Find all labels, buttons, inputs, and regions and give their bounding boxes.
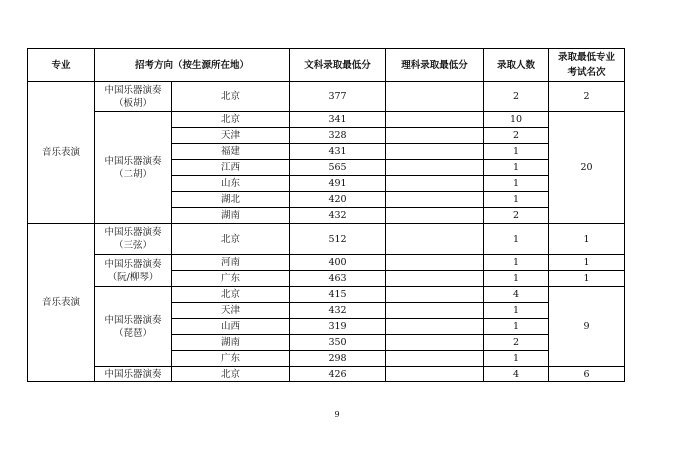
- arts-score-cell: 463: [290, 271, 386, 287]
- science-score-cell: [386, 208, 484, 224]
- region-cell: 湖南: [172, 208, 290, 224]
- arts-score-cell: 298: [290, 351, 386, 367]
- admitted-count-cell: 10: [484, 112, 549, 128]
- arts-score-cell: 431: [290, 144, 386, 160]
- science-score-cell: [386, 112, 484, 128]
- direction-cell: [95, 82, 172, 112]
- science-score-cell: [386, 176, 484, 192]
- arts-score-cell: 512: [290, 224, 386, 255]
- direction-line1: 中国乐器演奏: [104, 368, 162, 380]
- arts-score-cell: 491: [290, 176, 386, 192]
- direction-cell: [95, 367, 172, 382]
- science-score-cell: [386, 192, 484, 208]
- header-admitted: 录取人数: [484, 49, 549, 82]
- admitted-count-cell: 4: [484, 367, 549, 382]
- admitted-count-cell: 1: [484, 271, 549, 287]
- region-cell: 山东: [172, 176, 290, 192]
- region-cell: 北京: [172, 82, 290, 112]
- admission-scores-table: [27, 48, 625, 382]
- region-cell: 广东: [172, 271, 290, 287]
- page-number: 9: [334, 410, 340, 419]
- direction-cell: [95, 287, 172, 367]
- science-score-cell: [386, 287, 484, 303]
- science-score-cell: [386, 271, 484, 287]
- arts-score-cell: 341: [290, 112, 386, 128]
- region-cell: 山西: [172, 319, 290, 335]
- region-cell: 湖南: [172, 335, 290, 351]
- arts-score-cell: 319: [290, 319, 386, 335]
- direction-line2: （三弦）: [113, 240, 152, 251]
- rank-cell: 6: [549, 367, 625, 382]
- region-cell: 北京: [172, 367, 290, 382]
- arts-score-cell: 350: [290, 335, 386, 351]
- rank-cell: 20: [549, 112, 625, 224]
- admitted-count-cell: 1: [484, 303, 549, 319]
- direction-line1: 中国乐器演奏: [104, 314, 162, 326]
- admitted-count-cell: 1: [484, 160, 549, 176]
- header-major: 专业: [28, 49, 95, 82]
- admitted-count-cell: 2: [484, 208, 549, 224]
- arts-score-cell: 377: [290, 82, 386, 112]
- arts-score-cell: 565: [290, 160, 386, 176]
- header-science-min: 理科录取最低分: [386, 49, 484, 82]
- header-rank-line2: 考试名次: [567, 67, 606, 78]
- science-score-cell: [386, 319, 484, 335]
- region-cell: 天津: [172, 128, 290, 144]
- direction-cell: [95, 112, 172, 224]
- rank-cell: 9: [549, 287, 625, 367]
- direction-line1: 中国乐器演奏: [104, 227, 162, 238]
- science-score-cell: [386, 82, 484, 112]
- arts-score-cell: 426: [290, 367, 386, 382]
- header-direction: 招考方向（按生源所在地）: [95, 49, 290, 82]
- rank-cell: 1: [549, 224, 625, 255]
- rank-cell: 2: [549, 82, 625, 112]
- region-cell: 福建: [172, 144, 290, 160]
- rank-cell: 1: [549, 255, 625, 271]
- science-score-cell: [386, 224, 484, 255]
- arts-score-cell: 328: [290, 128, 386, 144]
- arts-score-cell: 432: [290, 208, 386, 224]
- region-cell: 北京: [172, 287, 290, 303]
- table-row: [28, 82, 625, 112]
- rank-cell: 1: [549, 271, 625, 287]
- direction-line2: （琵琶）: [113, 327, 152, 339]
- science-score-cell: [386, 160, 484, 176]
- region-cell: 北京: [172, 224, 290, 255]
- direction-cell: [95, 224, 172, 255]
- admitted-count-cell: 1: [484, 192, 549, 208]
- region-cell: 天津: [172, 303, 290, 319]
- admitted-count-cell: 1: [484, 224, 549, 255]
- table-row: [28, 224, 625, 255]
- admitted-count-cell: 1: [484, 319, 549, 335]
- direction-line1: 中国乐器演奏: [104, 258, 162, 270]
- arts-score-cell: 400: [290, 255, 386, 271]
- header-row: [28, 49, 625, 82]
- admitted-count-cell: 1: [484, 255, 549, 271]
- admitted-count-cell: 2: [484, 128, 549, 144]
- header-rank-line1: 录取最低专业: [558, 52, 616, 63]
- direction-line1: 中国乐器演奏: [104, 155, 162, 167]
- major-cell: 音乐表演: [28, 224, 95, 382]
- arts-score-cell: 415: [290, 287, 386, 303]
- science-score-cell: [386, 303, 484, 319]
- science-score-cell: [386, 351, 484, 367]
- table-row: [28, 287, 625, 303]
- region-cell: 广东: [172, 351, 290, 367]
- direction-line2: （阮/柳琴）: [107, 271, 159, 283]
- admitted-count-cell: 1: [484, 351, 549, 367]
- direction-line2: （板胡）: [113, 97, 152, 109]
- science-score-cell: [386, 144, 484, 160]
- science-score-cell: [386, 367, 484, 382]
- header-arts-min: 文科录取最低分: [290, 49, 386, 82]
- major-cell: 音乐表演: [28, 82, 95, 224]
- admitted-count-cell: 4: [484, 287, 549, 303]
- admitted-count-cell: 1: [484, 144, 549, 160]
- table-row: [28, 112, 625, 128]
- arts-score-cell: 420: [290, 192, 386, 208]
- direction-cell: [95, 255, 172, 287]
- region-cell: 江西: [172, 160, 290, 176]
- table-row: [28, 255, 625, 271]
- science-score-cell: [386, 255, 484, 271]
- admitted-count-cell: 1: [484, 176, 549, 192]
- table-body: [28, 82, 625, 382]
- science-score-cell: [386, 335, 484, 351]
- direction-line2: （二胡）: [113, 168, 152, 180]
- admitted-count-cell: 2: [484, 335, 549, 351]
- admitted-count-cell: 2: [484, 82, 549, 112]
- table-row: [28, 367, 625, 382]
- science-score-cell: [386, 128, 484, 144]
- arts-score-cell: 432: [290, 303, 386, 319]
- region-cell: 湖北: [172, 192, 290, 208]
- region-cell: 北京: [172, 112, 290, 128]
- direction-line1: 中国乐器演奏: [104, 84, 162, 96]
- region-cell: 河南: [172, 255, 290, 271]
- header-rank: [549, 49, 625, 82]
